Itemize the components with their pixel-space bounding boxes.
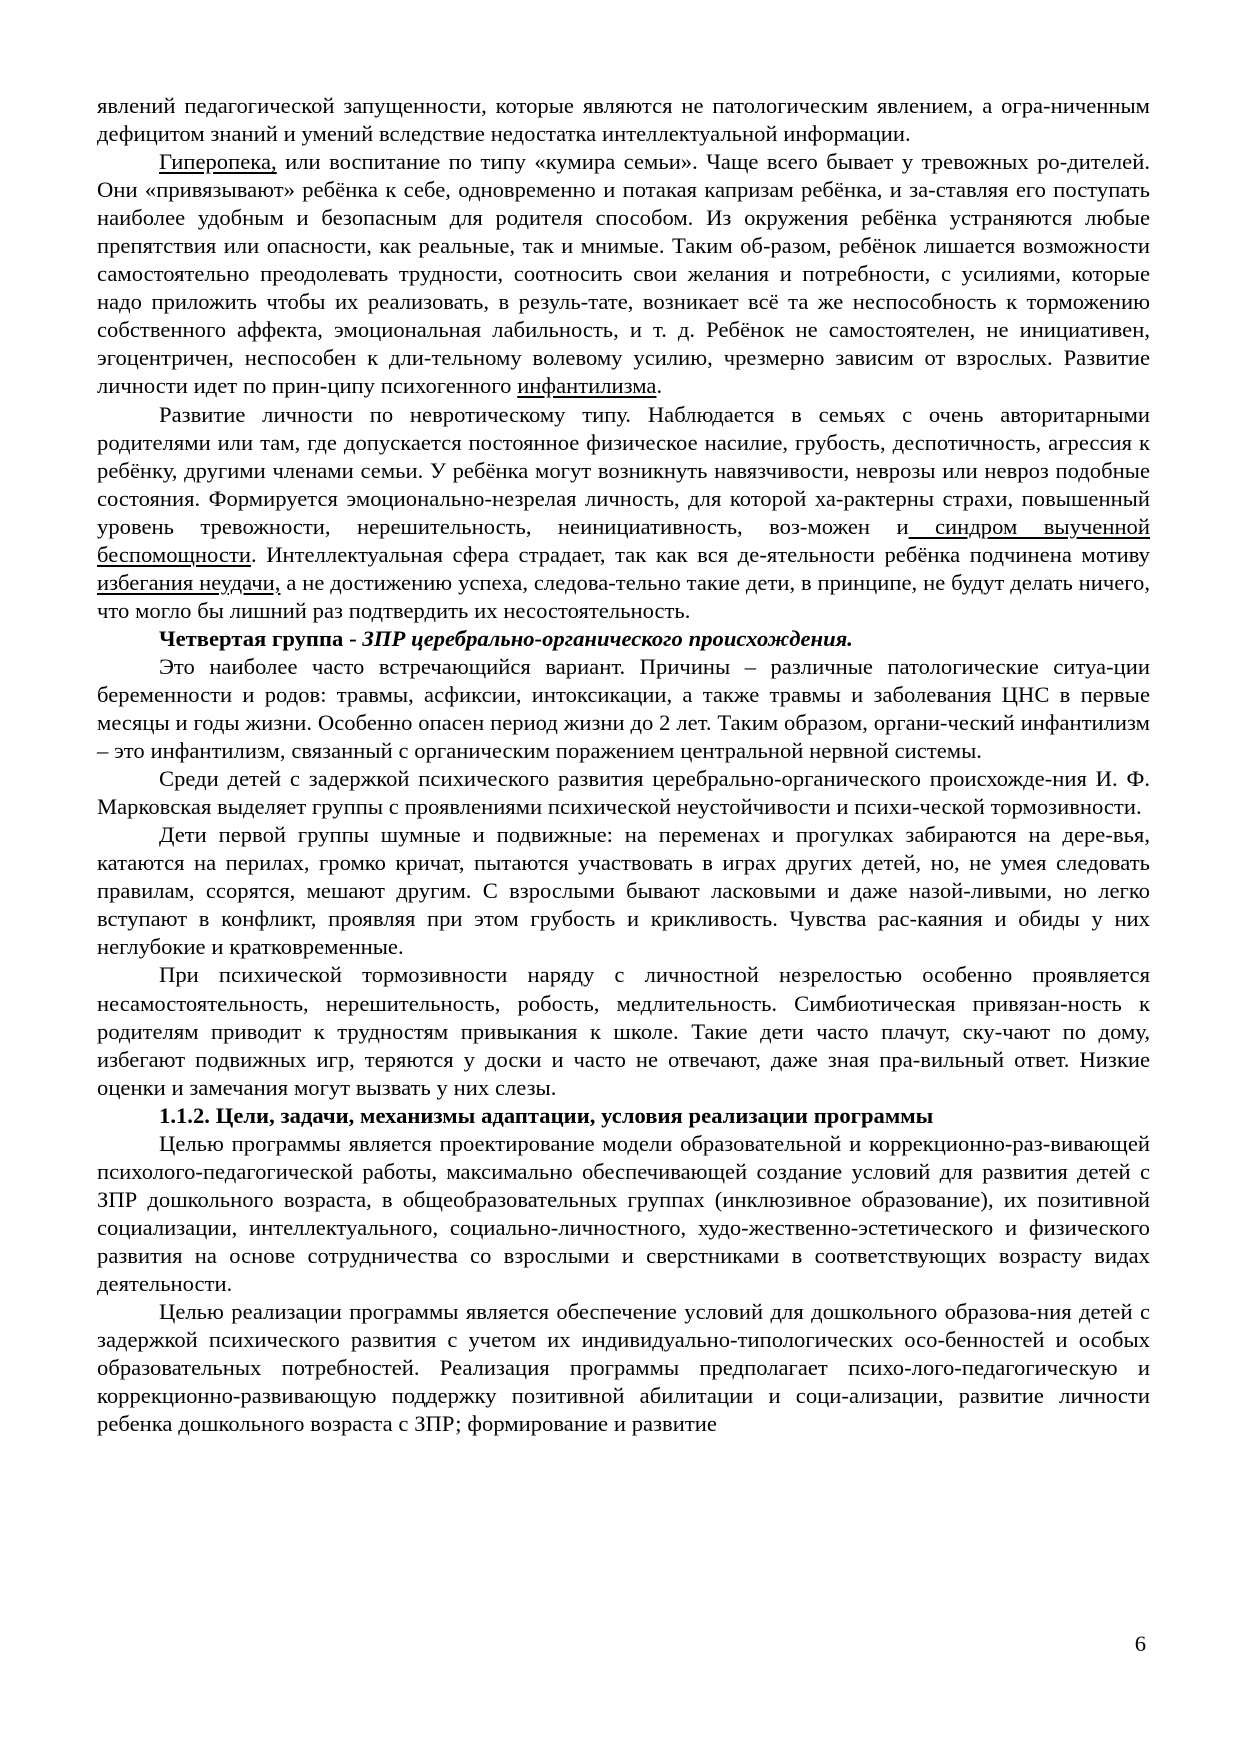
paragraph (97, 401, 1150, 625)
document-body (97, 92, 1150, 1438)
paragraph: Целью реализации программы является обеспечение условий для дошкольного образова-ния детей с задержкой психического развития с учетом их индивидуально-типологических осо-бенностей и особых образовательных потребностей. Реализация программы предполагает психо-лого-педагогическую и коррекционно-развивающую поддержку позитивной абилитации и соци-ализации, развитие личности ребенка дошкольного возраста с ЗПР; формирование и развитие (97, 1299, 1150, 1437)
paragraph: Среди детей с задержкой психического развития церебрально-органического происхожде-ния И. Ф. Марковская выделяет группы с проявлениями психической неустойчивости и психи-ческой тормозивности. (97, 766, 1150, 820)
underlined-term: беспомощности (97, 541, 251, 567)
paragraph: Целью программы является проектирование модели образовательной и коррекционно-раз-вивающей психолого-педагогической работы, максимально обеспечивающей создание условий для развития детей с ЗПР дошкольного возраста, в общеобразовательных группах (инклюзивное образование), их позитивной социализации, интеллектуального, социально-личностного, худо-жественно-эстетического и физического развития на основе сотрудничества со взрослыми и сверстниками в соответствующих возрасту видах деятельности. (97, 1130, 1150, 1296)
page-number: 6 (1134, 1631, 1146, 1656)
paragraph: явлений педагогической запущенности, которые являются не патологическим явлением, а огра-ниченным дефицитом знаний и умений вследствие недостатка интеллектуальной информации. (97, 93, 1150, 147)
section-heading-1-1-2 (97, 1102, 1150, 1130)
paragraph: При психической тормозивности наряду с личностной незрелостью особенно проявляется несамостоятельность, нерешительность, робость, медлительность. Симбиотическая привязан-ность к родителям приводит к трудностям привыкания к школе. Такие дети часто плачут, ску-чают по дому, избегают подвижных игр, теряются у доски и часто не отвечают, даже зная пра-вильный ответ. Низкие оценки и замечания могут вызвать у них слезы. (97, 962, 1150, 1100)
paragraph-text: Развитие личности по невротическому типу. Наблюдается в семьях с очень авторитарными родителями или там, где допускается постоянное физическое насилие, грубость, деспотичность, агрессия к ребёнку, другими членами семьи. У ребёнка могут возникнуть навязчивости, неврозы или невроз подобные состояния. Формируется эмоционально-незрелая личность, для которой ха-рактерны страхи, повышенный уровень тревожности, нерешительность, неинициативность, воз-можен и (97, 401, 1150, 539)
section-heading-fourth-group (97, 625, 1150, 653)
paragraph: Это наиболее часто встречающийся вариант. Причины – различные патологические ситуа-ции беременности и родов: травмы, асфиксии, интоксикации, а также травмы и заболевания ЦНС в первые месяцы и годы жизни. Особенно опасен период жизни до 2 лет. Таким образом, органи-ческий инфантилизм – это инфантилизм, связанный с органическим поражением центральной нервной системы. (97, 653, 1150, 764)
paragraph-text: . (656, 373, 663, 399)
paragraph: Дети первой группы шумные и подвижные: на переменах и прогулках забираются на дере-вья, катаются на перилах, громко кричат, пытаются участвовать в играх других детей, но, не умея следовать правилам, ссорятся, мешают другим. С взрослыми бывают ласковыми и даже назой-ливыми, но легко вступают в конфликт, проявляя при этом грубость и крикливость. Чувства рас-каяния и обиды у них неглубокие и кратковременные. (97, 822, 1150, 960)
underlined-term: избегания неудачи, (97, 569, 281, 595)
heading-title: ЗПР церебрально-органического происхождения. (362, 625, 853, 651)
heading-label: Четвертая группа - (159, 625, 363, 651)
underlined-term: инфантилизма (517, 373, 657, 399)
paragraph-text: . Интеллектуальная сфера страдает, так как вся де-ятельности ребёнка подчинена мотиву (250, 541, 1150, 567)
paragraph-text: или воспитание по типу «кумира семьи». Чаще всего бывает у тревожных ро-дителей. Они «привязывают» ребёнка к себе, одновременно и потакая капризам ребёнка, и за-ставляя его поступать наиболее удобным и безопасным для родителя способом. Из окружения ребёнка устраняются любые препятствия или опасности, как реальные, так и мнимые. Таким об-разом, ребёнок лишается возможности самостоятельно преодолевать трудности, соотносить свои желания и потребности, с усилиями, которые надо приложить чтобы их реализовать, в резуль-тате, возникает всё та же неспособность к торможению собственного аффекта, эмоциональная лабильность, и т. д. Ребёнок не самостоятелен, не инициативен, эгоцентричен, неспособен к дли-тельному волевому усилию, чрезмерно зависим от взрослых. Развитие личности идет по прин-ципу психогенного (97, 149, 1150, 399)
heading-title: 1.1.2. Цели, задачи, механизмы адаптации, условия реализации программы (159, 1102, 934, 1128)
underlined-term: синдром выученной (908, 513, 1150, 539)
underlined-term: Гиперопека, (159, 149, 277, 175)
paragraph (97, 148, 1150, 400)
paragraph-text: а не достижению успеха, следова-тельно такие дети, в принципе, не будут делать ничего, что могло бы лишний раз подтвердить их несостоятельность. (97, 569, 1150, 623)
